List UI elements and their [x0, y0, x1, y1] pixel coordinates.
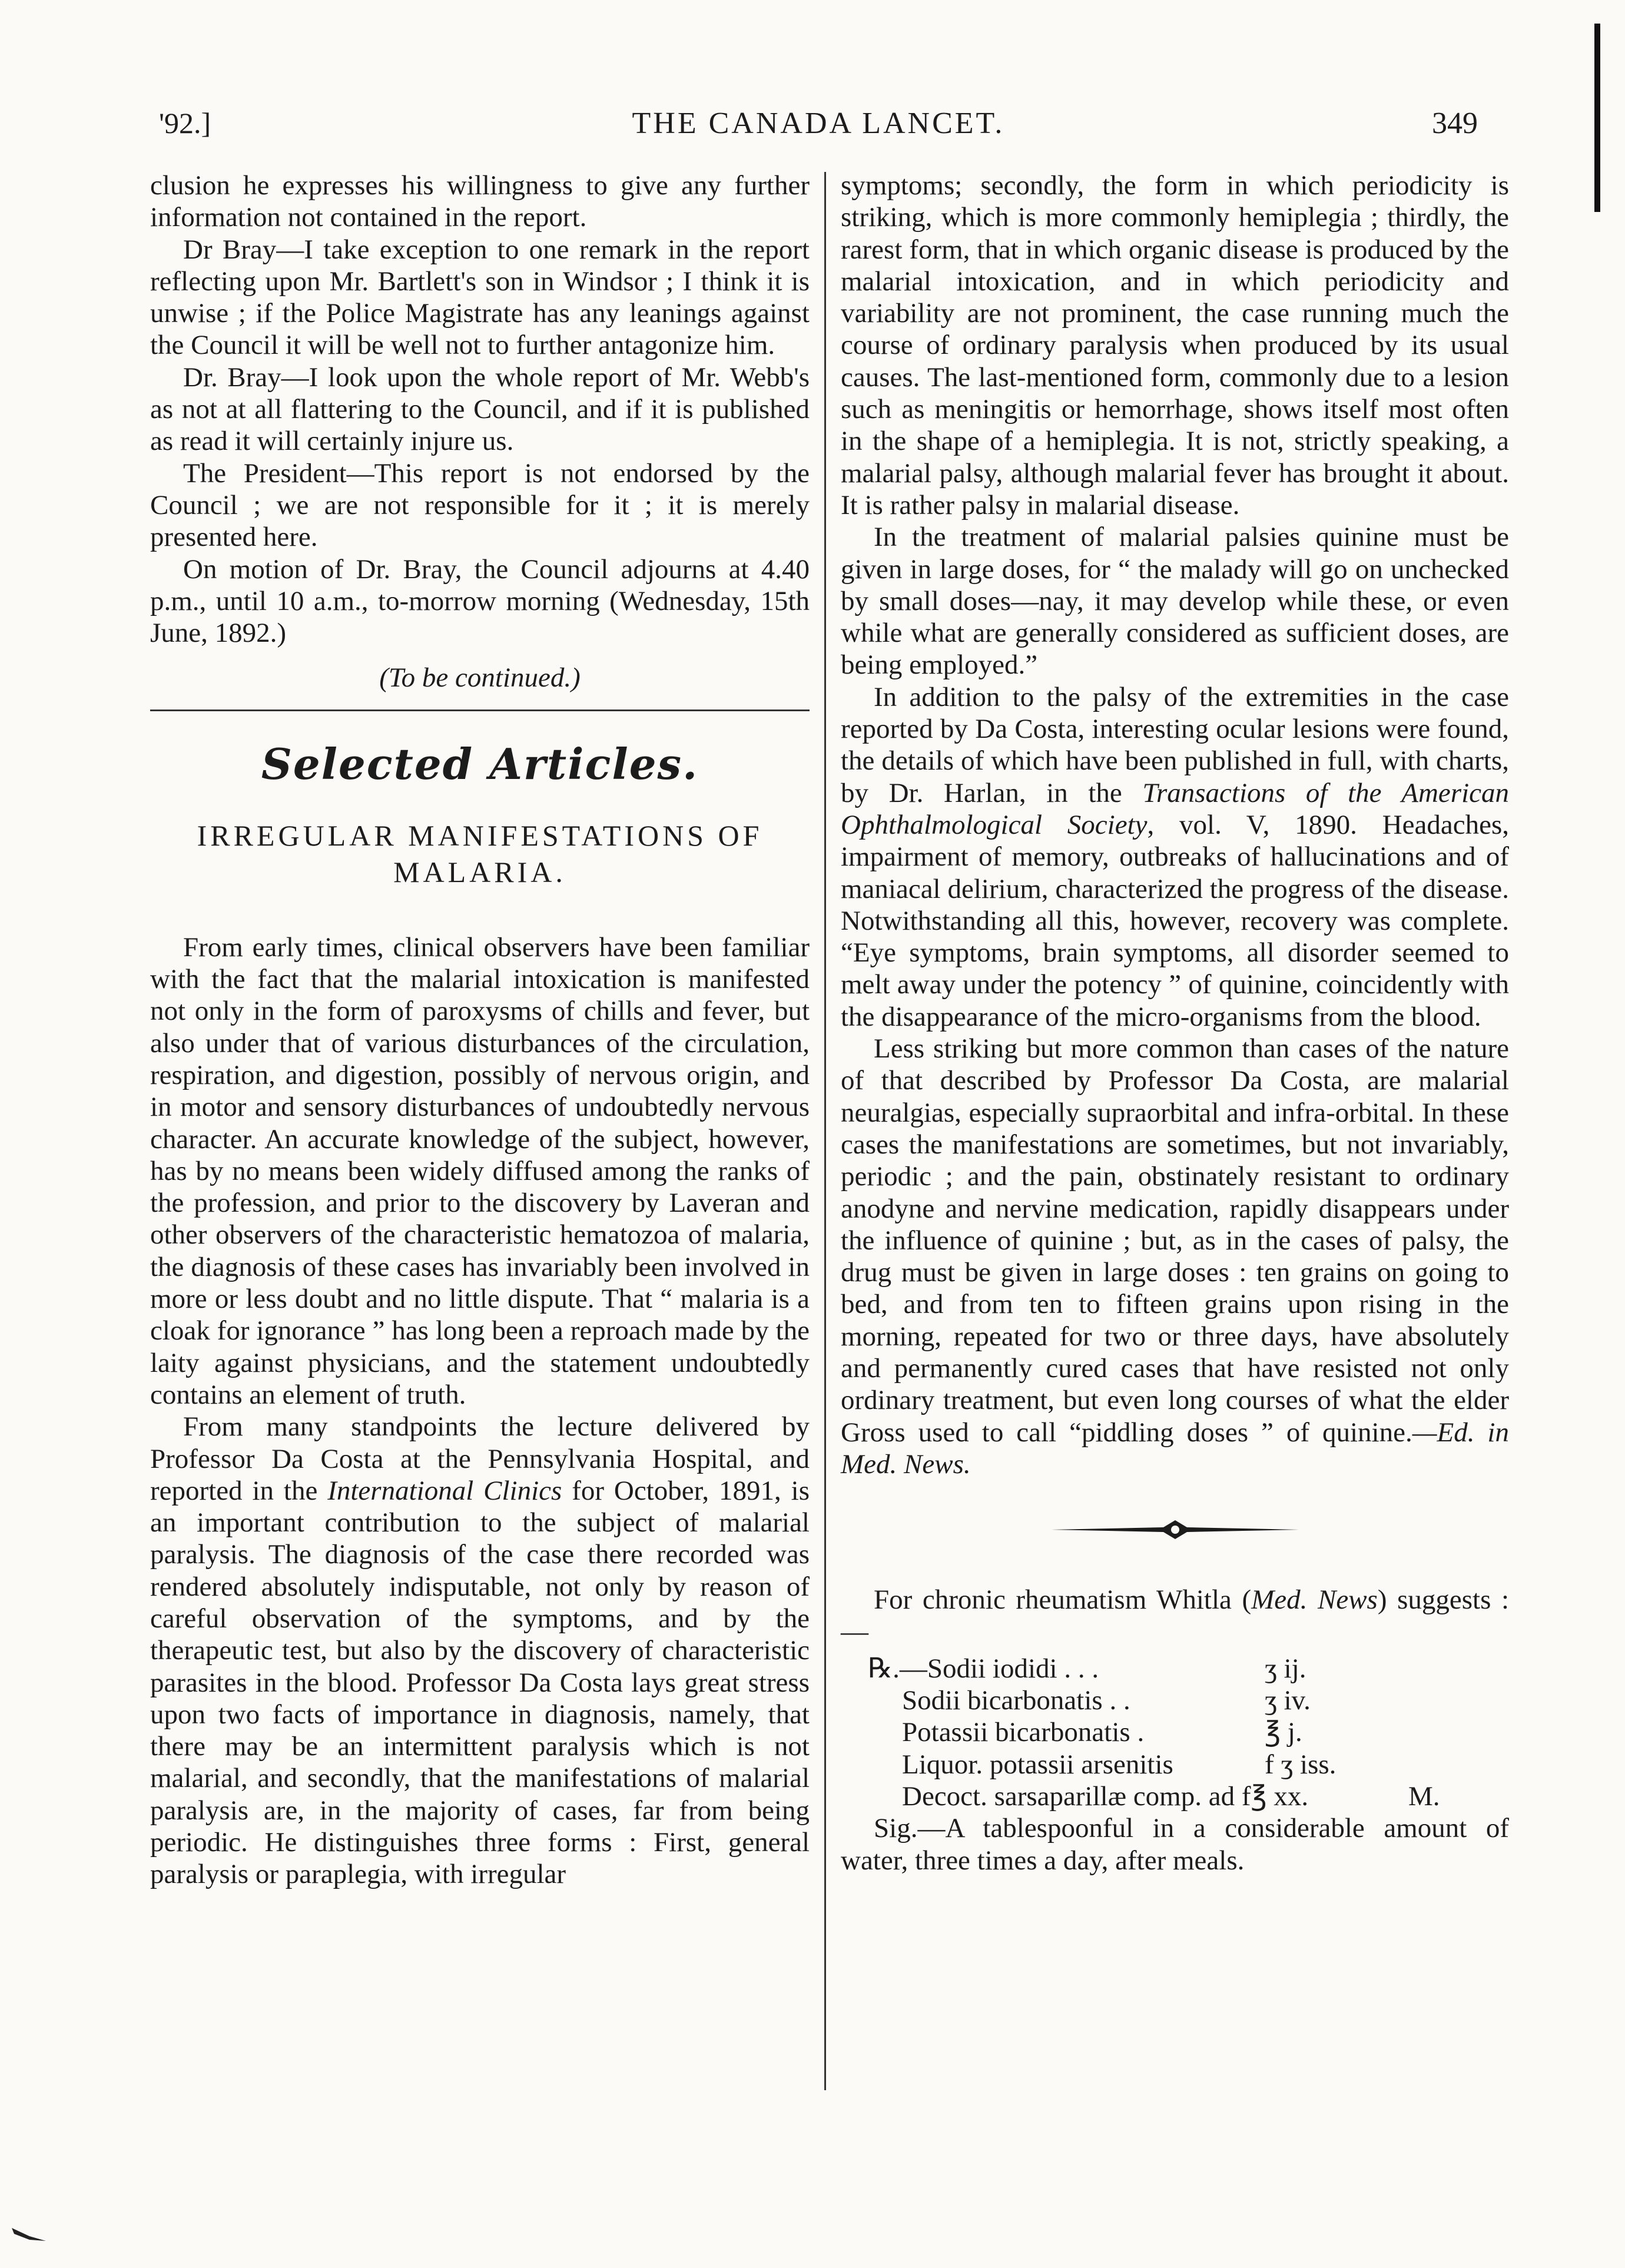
text-run: Less striking but more common than cases of the nature of that described by Professor Da Costa, are malarial neuralgias, especially supraorbital and infra-orbital. In these cases the manifestations are sometimes, but not invariably, periodic ; and the pain, obstinately resistant to ordinary anodyne and nervine medication, rapidly disappears under the influence of quinine ; but, as in the cases of palsy, the drug must be given in large doses : ten grains on going to bed, and from ten to fifteen grains upon rising in the morning, repeated for two or three days, have absolutely and permanently cured cases that have resisted not only ordinary treatment, but even long courses of what the elder Gross used to call “piddling doses ” of quinine. — [841, 1033, 1509, 1448]
section-rule — [150, 709, 810, 711]
text-run: For chronic rheumatism Whitla ( — [874, 1584, 1252, 1616]
paragraph: On motion of Dr. Bray, the Council adjourns at 4.40 p.m., until 10 a.m., to-morrow morning (Wednesday, 15th June, 1892.) — [150, 553, 810, 649]
article-paragraph — [150, 1411, 810, 1890]
continued-note: (To be continued.) — [379, 662, 581, 694]
corner-mark-icon — [12, 2226, 47, 2243]
prescription-row — [841, 1749, 1509, 1780]
journal-citation: Med. News — [1251, 1584, 1378, 1616]
section-heading: Selected Articles. — [261, 738, 699, 789]
left-column — [150, 170, 810, 1891]
text-run: In addition to the palsy of the extremities in the case reported by Da Costa, interesting ocular lesions were found, the details of which have been published in full, with charts, by Dr. Harlan, in the — [841, 681, 1509, 808]
ornament-divider — [841, 1517, 1509, 1543]
signa-instructions: Sig.—A tablespoonful in a considerable amount of water, three times a day, after meals. — [841, 1813, 1509, 1876]
paragraph: Dr Bray—I take exception to one remark in the report reflecting upon Mr. Bartlett's son in Windsor ; I think it is unwise ; if the Police Magistrate has any leanings against the Council it will be well not to further antagonize him. — [150, 234, 810, 361]
right-column — [841, 170, 1509, 1876]
ingredient: Liquor. potassii arsenitis — [902, 1749, 1173, 1780]
source-credit: —Ed. in Med. News. — [841, 1417, 1509, 1480]
dose: ℥ j. — [1265, 1717, 1302, 1748]
article-paragraph: In the treatment of malarial palsies quinine must be given in large doses, for “ the malady will go on unchecked by small doses—nay, it may develop while these, or even while what are generally considered as sufficient doses, are being employed.” — [841, 522, 1509, 681]
journal-citation: Transactions of the American Ophthalmological Society — [841, 777, 1509, 840]
text-run: From many standpoints the lecture delivered by Professor Da Costa at the Pennsylvania Hospital, and reported in the — [150, 1411, 810, 1506]
paragraph: Dr. Bray—I look upon the whole report of Mr. Webb's as not at all flattering to the Council, and if it is published as read it will certainly injure us. — [150, 362, 810, 457]
dose: M. — [1408, 1780, 1440, 1812]
header-year: '92.] — [159, 107, 211, 140]
running-header — [159, 106, 1478, 153]
text-run: , vol. V, 1890. Headaches, impairment of memory, outbreaks of hallucinations and of maniacal delirium, characterized the progress of the disease. Notwithstanding all this, however, recovery was complete. “Eye symptoms, brain symptoms, all disorder seemed to melt away under the potency ” of quinine, coincidently with the disappearance of the micro-organisms from the blood. — [841, 809, 1509, 1032]
article-paragraph — [841, 681, 1509, 1033]
article-paragraph — [841, 1033, 1509, 1480]
prescription-row — [841, 1716, 1509, 1748]
dose: ʒ ij. — [1265, 1653, 1306, 1684]
ingredient: ℞.—Sodii iodidi . . . — [868, 1653, 1099, 1684]
ingredient: Decoct. sarsaparillæ comp. ad f℥ xx. — [902, 1780, 1309, 1812]
ingredient: Potassii bicarbonatis . — [902, 1717, 1145, 1748]
article-paragraph: symptoms; secondly, the form in which periodicity is striking, which is more commonly hemiplegia ; thirdly, the rarest form, that in which organic disease is produced by the malarial intoxication, and in which periodicity and variability are not prominent, the case running much the course of ordinary paralysis when produced by its usual causes. The last-mentioned form, commonly due to a lesion such as meningitis or hemorrhage, shows itself most often in the shape of a hemiplegia. It is not, strictly speaking, a malarial palsy, although malarial fever has brought it about. It is rather palsy in malarial disease. — [841, 170, 1509, 520]
ingredient: Sodii bicarbonatis . . — [902, 1685, 1130, 1716]
journal-citation: International Clinics — [327, 1475, 562, 1506]
article-title: IRREGULAR MANIFESTATIONS OF MALARIA. — [197, 818, 763, 888]
prescription-row — [841, 1780, 1509, 1812]
page-edge-mark — [1594, 24, 1600, 212]
prescription-intro — [841, 1584, 1509, 1648]
text-run: for October, 1891, is an important contribution to the subject of malarial paralysis. The diagnosis of the case there recorded was rendered absolutely indisputable, not only by reason of careful observation of the symptoms, and by the therapeutic test, but also by the discovery of characteristic parasites in the blood. Professor Da Costa lays great stress upon two facts of importance in diagnosis, namely, that there may be an intermittent paralysis which is not malarial, and secondly, that the manifestations of malarial paralysis are, in the majority of cases, far from being periodic. He distinguishes three forms : First, general paralysis or paraplegia, with irregular — [150, 1475, 810, 1890]
journal-title: THE CANADA LANCET. — [632, 107, 1005, 140]
article-paragraph: From early times, clinical observers have been familiar with the fact that the malarial intoxication is manifested not only in the form of paroxysms of chills and fever, but also under that of various disturbances of the circulation, respiration, and digestion, possibly of nervous origin, and in motor and sensory disturbances of undoubtedly nervous character. An accurate knowledge of the subject, however, has by no means been widely diffused among the ranks of the profession, and prior to the discovery by Laveran and other observers of the characteristic hematozoa of malaria, the diagnosis of these cases has invariably been involved in more or less doubt and no little dispute. That “ malaria is a cloak for ignorance ” has long been a reproach made by the laity against physicians, and the statement undoubtedly contains an element of truth. — [150, 931, 810, 1410]
text-run: ) suggests :— — [841, 1584, 1509, 1647]
page-number: 349 — [1432, 107, 1478, 140]
paragraph: The President—This report is not endorsed by the Council ; we are not responsible for it ; it is merely presented here. — [150, 457, 810, 553]
paragraph: clusion he expresses his willingness to give any further information not contained in the report. — [150, 170, 810, 233]
prescription-row — [841, 1685, 1509, 1716]
column-divider — [824, 172, 826, 2090]
prescription-list — [841, 1653, 1509, 1812]
dose: f ʒ iss. — [1265, 1749, 1337, 1780]
dose: ʒ iv. — [1265, 1685, 1311, 1716]
prescription-row — [841, 1653, 1509, 1685]
ornament-icon — [1052, 1517, 1299, 1543]
